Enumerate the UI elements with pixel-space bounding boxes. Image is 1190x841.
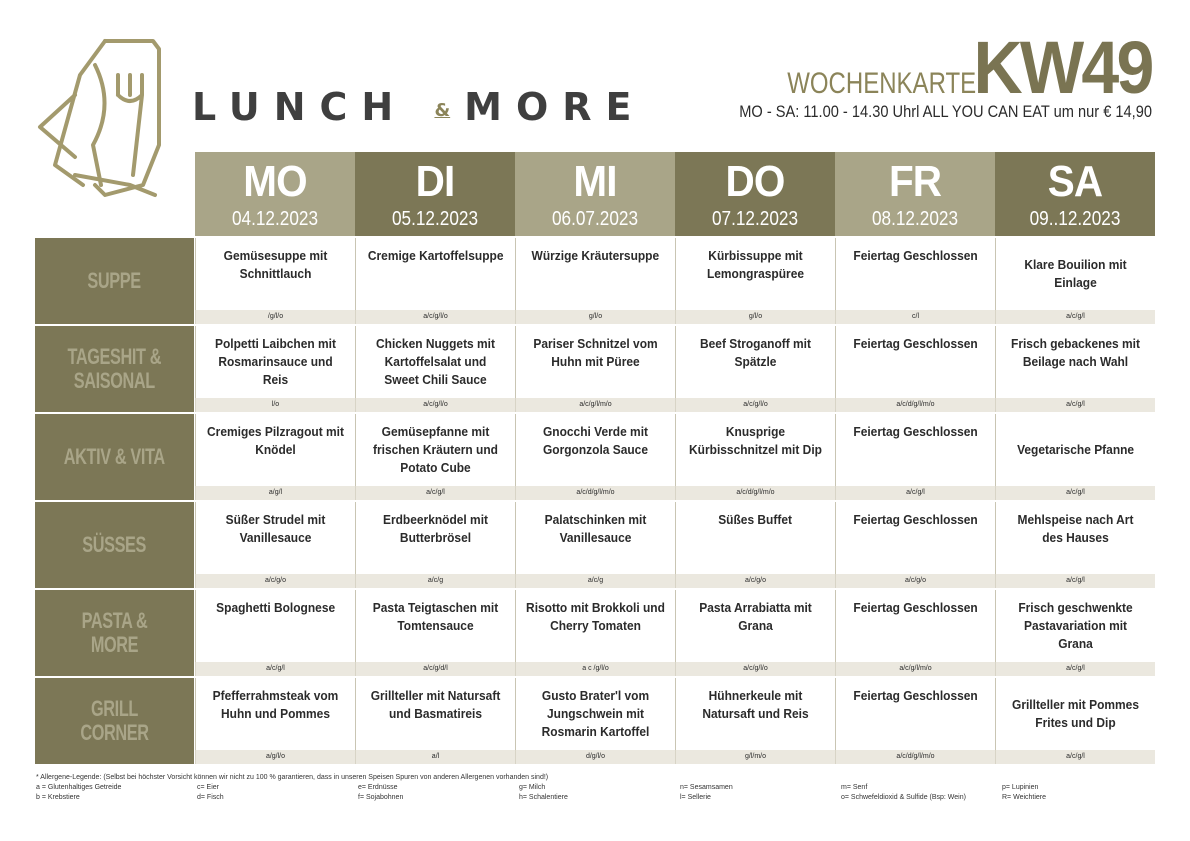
allergen-codes: a/c/d/g/l/m/o: [515, 486, 675, 500]
allergen-codes: a/c/g/l/m/o: [515, 398, 675, 412]
category-line: SUPPE: [87, 268, 142, 293]
brand-name: [192, 85, 646, 129]
legend-column: [358, 783, 518, 803]
dish-name: Gemüsepfanne mit frischen Kräutern und Potato Cube: [373, 424, 498, 475]
menu-label: WOCHENKARTE: [787, 67, 976, 100]
dish-name: Hühnerkeule mit Natursaft und Reis: [702, 688, 809, 721]
legend-entry: l= Sellerie: [680, 794, 711, 801]
dish-cell: [355, 502, 515, 574]
allergen-codes: /g/l/o: [195, 310, 355, 324]
dish-cell: [195, 414, 355, 486]
allergen-codes: a/c/g/o: [195, 574, 355, 588]
day-header-fr: [835, 152, 995, 236]
dish-name: Würzige Kräutersuppe: [531, 248, 660, 263]
dish-cell: [355, 326, 515, 398]
category-label: [35, 678, 194, 764]
dish-cell: [195, 326, 355, 398]
dish-cell: [675, 414, 835, 486]
day-date: 06.07.2023: [551, 208, 639, 230]
dish-cell: [835, 678, 995, 750]
legend-entry: f= Sojabohnen: [358, 794, 404, 801]
dish-name: Pasta Arrabiatta mit Grana: [699, 600, 812, 633]
dish-name: Vegetarische Pfanne: [1016, 442, 1134, 457]
category-line: SÜSSES: [82, 532, 147, 557]
dish-name: Feiertag Geschlossen: [853, 424, 978, 439]
allergen-codes: a/c/g/l/o: [355, 310, 515, 324]
category-line: SAISONAL: [73, 368, 156, 393]
menu-row: [35, 590, 1155, 678]
legend-entry: c= Eier: [197, 784, 219, 791]
legend-entry: d= Fisch: [197, 794, 224, 801]
dish-cell: [835, 590, 995, 662]
allergen-codes: a/c/g/o: [835, 574, 995, 588]
dish-cell: [355, 678, 515, 750]
dish-name: Feiertag Geschlossen: [853, 688, 978, 703]
dish-name: Spaghetti Bolognese: [216, 600, 335, 615]
logo-icon: [35, 35, 165, 200]
legend-entry: b = Krebstiere: [36, 794, 80, 801]
day-header-sa: [995, 152, 1155, 236]
allergen-codes: a/c/g/l: [995, 662, 1155, 676]
legend-title: * Allergene-Legende: (Selbst bei höchster Vorsicht können wir nicht zu 100 % garantieren, dass in unseren Speisen Spuren von anderen Allergenen vorhanden sind!): [36, 774, 549, 781]
dish-cell: [515, 326, 675, 398]
day-abbr: MO: [243, 157, 307, 206]
dish-name: Süßer Strudel mit Vanillesauce: [225, 512, 326, 545]
dish-name: Süßes Buffet: [718, 512, 793, 527]
allergen-codes: a/c/g/l: [195, 662, 355, 676]
dish-name: Pfefferrahmsteak vom Huhn und Pommes: [212, 688, 339, 721]
dish-cell: [355, 414, 515, 486]
legend-entry: e= Erdnüsse: [358, 784, 398, 791]
legend-entry: p= Lupinien: [1002, 784, 1039, 791]
legend-column: [680, 783, 840, 803]
allergen-codes: a/c/g/l: [995, 574, 1155, 588]
legend-entry: R= Weichtiere: [1002, 794, 1047, 801]
day-header-do: [675, 152, 835, 236]
allergen-codes: a/c/d/g/l/m/o: [675, 486, 835, 500]
dish-cell: [675, 326, 835, 398]
dish-cell: [515, 590, 675, 662]
menu-row: [35, 326, 1155, 414]
dish-name: Feiertag Geschlossen: [853, 336, 978, 351]
category-label: [35, 238, 194, 324]
legend-entry: a = Glutenhaltiges Getreide: [36, 784, 122, 791]
menu-row: [35, 414, 1155, 502]
dish-name: Kürbissuppe mit Lemongraspüree: [706, 248, 805, 281]
dish-name: Feiertag Geschlossen: [853, 248, 978, 263]
dish-name: Grillteller mit Pommes Frites und Dip: [1012, 697, 1139, 730]
allergen-codes: d/g/l/o: [515, 750, 675, 764]
day-abbr: SA: [1047, 157, 1103, 206]
category-label: [35, 326, 194, 412]
dish-name: Beef Stroganoff mit Spätzle: [700, 336, 811, 369]
category-line: MORE: [90, 632, 139, 657]
dish-cell: [675, 502, 835, 574]
dish-cell: [355, 238, 515, 310]
dish-name: Frisch geschwenkte Pastavariation mit Grana: [1018, 600, 1133, 651]
allergen-codes: g/l/m/o: [675, 750, 835, 764]
menu-row: [35, 678, 1155, 766]
week-number: KW49: [973, 26, 1152, 109]
allergen-codes: a/c/g/l/o: [675, 662, 835, 676]
dish-cell: [995, 678, 1155, 750]
allergen-codes: a/g/l: [195, 486, 355, 500]
brand-word-lunch: LUNCH: [192, 85, 408, 129]
menu-row: [35, 502, 1155, 590]
dish-name: Polpetti Laibchen mit Rosmarinsauce und Reis: [215, 336, 336, 387]
dish-cell: [995, 590, 1155, 662]
dish-cell: [995, 326, 1155, 398]
legend-column: [841, 783, 1001, 803]
allergen-codes: a/c/g/l: [355, 486, 515, 500]
day-date: 05.12.2023: [391, 208, 479, 230]
dish-cell: [515, 238, 675, 310]
day-date: 09..12.2023: [1029, 208, 1121, 230]
opening-hours: MO - SA: 11.00 - 14.30 Uhrl ALL YOU CAN EAT um nur € 14,90: [739, 102, 1152, 121]
allergen-codes: g/l/o: [675, 310, 835, 324]
dish-cell: [835, 502, 995, 574]
dish-cell: [835, 326, 995, 398]
legend-column: [36, 783, 196, 803]
dish-name: Erdbeerknödel mit Butterbrösel: [382, 512, 488, 545]
dish-name: Klare Bouilion mit Einlage: [1024, 257, 1127, 290]
dish-cell: [675, 678, 835, 750]
allergen-codes: a/c/g/d/l: [355, 662, 515, 676]
dish-name: Cremige Kartoffelsuppe: [367, 248, 504, 263]
category-line: AKTIV & VITA: [63, 444, 166, 469]
allergen-legend: [36, 773, 1156, 805]
allergen-codes: a/c/g: [355, 574, 515, 588]
allergen-codes: a/g/l/o: [195, 750, 355, 764]
allergen-codes: a/c/g/l: [995, 750, 1155, 764]
legend-entry: o= Schwefeldioxid & Sulfide (Bsp: Wein): [841, 794, 966, 801]
week-header: [672, 26, 1152, 122]
day-header-mi: [515, 152, 675, 236]
dish-cell: [995, 414, 1155, 486]
legend-entry: g= Milch: [519, 784, 546, 791]
dish-name: Pasta Teigtaschen mit Tomtensauce: [372, 600, 499, 633]
allergen-codes: a/c/d/g/l/m/o: [835, 750, 995, 764]
allergen-codes: a/c/d/g/l/m/o: [835, 398, 995, 412]
brand-word-more: MORE: [464, 85, 646, 129]
dish-name: Palatschinken mit Vanillesauce: [544, 512, 647, 545]
allergen-codes: c/l: [835, 310, 995, 324]
dish-name: Chicken Nuggets mit Kartoffelsalat und Sweet Chili Sauce: [376, 336, 495, 387]
category-line: GRILL CORNER: [80, 696, 149, 745]
legend-column: [519, 783, 679, 803]
dish-name: Knusprige Kürbisschnitzel mit Dip: [689, 424, 822, 457]
dish-name: Grillteller mit Natursaft und Basmatireis: [370, 688, 501, 721]
dish-cell: [835, 414, 995, 486]
dish-cell: [515, 678, 675, 750]
legend-entry: m= Senf: [841, 784, 868, 791]
allergen-codes: a/c/g/l: [995, 486, 1155, 500]
dish-name: Frisch gebackenes mit Beilage nach Wahl: [1011, 336, 1140, 369]
category-line: PASTA &: [81, 608, 148, 633]
dish-cell: [195, 238, 355, 310]
dish-name: Pariser Schnitzel vom Huhn mit Püree: [533, 336, 658, 369]
day-header-mo: [195, 152, 355, 236]
allergen-codes: a/l: [355, 750, 515, 764]
dish-cell: [195, 678, 355, 750]
legend-column: [1002, 783, 1162, 803]
dish-name: Gusto Brater'l vom Jungschwein mit Rosmarin Kartoffel: [541, 688, 650, 739]
day-abbr: MI: [573, 157, 617, 206]
menu-row: [35, 238, 1155, 326]
brand-ampersand: &: [434, 100, 451, 121]
allergen-codes: a/c/g/l/o: [355, 398, 515, 412]
dish-name: Feiertag Geschlossen: [853, 600, 978, 615]
day-header-di: [355, 152, 515, 236]
dish-cell: [515, 414, 675, 486]
dish-cell: [995, 238, 1155, 310]
day-abbr: FR: [888, 157, 942, 206]
dish-cell: [995, 502, 1155, 574]
dish-name: Gemüsesuppe mit Schnittlauch: [223, 248, 328, 281]
dish-cell: [835, 238, 995, 310]
allergen-codes: a/c/g/l: [995, 310, 1155, 324]
legend-entry: n= Sesamsamen: [680, 784, 733, 791]
dish-cell: [195, 590, 355, 662]
dish-name: Mehlspeise nach Art des Hauses: [1017, 512, 1134, 545]
dish-cell: [195, 502, 355, 574]
category-line: TAGESHIT &: [67, 344, 162, 369]
allergen-codes: a/c/g/l: [995, 398, 1155, 412]
allergen-codes: a/c/g/o: [675, 574, 835, 588]
day-date: 07.12.2023: [711, 208, 799, 230]
dish-cell: [675, 590, 835, 662]
allergen-codes: a c /g/l/o: [515, 662, 675, 676]
dish-name: Gnocchi Verde mit Gorgonzola Sauce: [542, 424, 649, 457]
allergen-codes: a/c/g/l/m/o: [835, 662, 995, 676]
allergen-codes: a/c/g: [515, 574, 675, 588]
legend-column: [197, 783, 357, 803]
allergen-codes: l/o: [195, 398, 355, 412]
dish-name: Feiertag Geschlossen: [853, 512, 978, 527]
dish-cell: [675, 238, 835, 310]
allergen-codes: a/c/g/l/o: [675, 398, 835, 412]
dish-cell: [515, 502, 675, 574]
category-label: [35, 414, 194, 500]
day-abbr: DI: [415, 157, 455, 206]
allergen-codes: g/l/o: [515, 310, 675, 324]
dish-cell: [355, 590, 515, 662]
day-abbr: DO: [725, 157, 785, 206]
category-label: [35, 502, 194, 588]
legend-entry: h= Schalentiere: [519, 794, 568, 801]
dish-name: Cremiges Pilzragout mit Knödel: [207, 424, 344, 457]
allergen-codes: a/c/g/l: [835, 486, 995, 500]
day-date: 04.12.2023: [231, 208, 319, 230]
category-label: [35, 590, 194, 676]
day-date: 08.12.2023: [871, 208, 959, 230]
dish-name: Risotto mit Brokkoli und Cherry Tomaten: [526, 600, 665, 633]
